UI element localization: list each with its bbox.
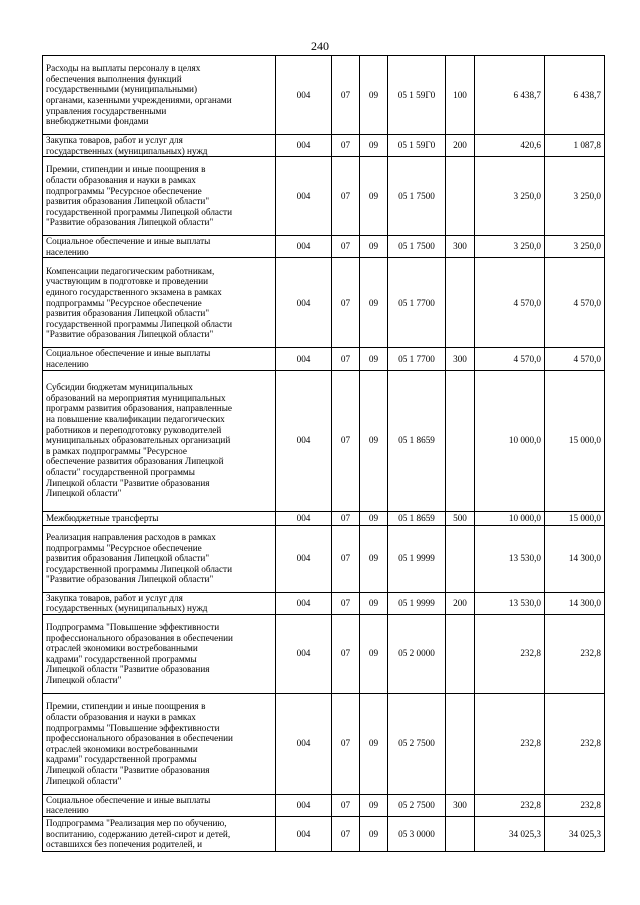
amount-year-2: 6 438,7 xyxy=(545,56,605,135)
table-row xyxy=(43,525,605,592)
target-article: 05 1 8659 xyxy=(388,370,446,511)
section-code: 07 xyxy=(332,258,360,348)
subsection-code: 09 xyxy=(360,794,388,816)
row-name: Закупка товаров, работ и услуг для государственных (муниципальных) нужд xyxy=(43,592,276,614)
table-row xyxy=(43,816,605,851)
subsection-code: 09 xyxy=(360,236,388,258)
expense-type: 100 xyxy=(446,56,475,135)
amount-year-1: 34 025,3 xyxy=(475,816,545,851)
section-code: 07 xyxy=(332,511,360,525)
ministry-code: 004 xyxy=(276,348,332,370)
amount-year-1: 10 000,0 xyxy=(475,511,545,525)
subsection-code: 09 xyxy=(360,816,388,851)
amount-year-1: 420,6 xyxy=(475,135,545,157)
ministry-code: 004 xyxy=(276,258,332,348)
subsection-code: 09 xyxy=(360,258,388,348)
target-article: 05 1 7500 xyxy=(388,236,446,258)
amount-year-2: 34 025,3 xyxy=(545,816,605,851)
expense-type xyxy=(446,258,475,348)
target-article: 05 1 59Г0 xyxy=(388,56,446,135)
table-row xyxy=(43,614,605,693)
target-article: 05 2 0000 xyxy=(388,614,446,693)
table-row xyxy=(43,348,605,370)
subsection-code: 09 xyxy=(360,157,388,236)
amount-year-2: 3 250,0 xyxy=(545,236,605,258)
row-name: Премии, стипендии и иные поощрения в области образования и науки в рамках подпрограммы "Повышение эффективности профессионального образования в обеспечении отраслей экономики востребованными кадрами" государственной программы Липецкой области "Развитие образования Липецкой области" xyxy=(43,693,276,794)
table-row xyxy=(43,56,605,135)
amount-year-2: 232,8 xyxy=(545,693,605,794)
table-row xyxy=(43,370,605,511)
amount-year-1: 4 570,0 xyxy=(475,258,545,348)
expense-type: 300 xyxy=(446,236,475,258)
section-code: 07 xyxy=(332,693,360,794)
ministry-code: 004 xyxy=(276,135,332,157)
row-name: Социальное обеспечение и иные выплаты населению xyxy=(43,236,276,258)
expense-type: 200 xyxy=(446,135,475,157)
section-code: 07 xyxy=(332,56,360,135)
table-row xyxy=(43,511,605,525)
ministry-code: 004 xyxy=(276,614,332,693)
expense-type xyxy=(446,157,475,236)
page-number: 240 xyxy=(311,39,329,53)
row-name: Субсидии бюджетам муниципальных образований на мероприятия муниципальных программ развития образования, направленные на повышение квалификации педагогических работников и переподготовку руководителей муниципальных образовательных организаций в рамках подпрограммы "Ресурсное обеспечение развития образования Липецкой области" государственной программы Липецкой области "Развитие образования Липецкой области" xyxy=(43,370,276,511)
subsection-code: 09 xyxy=(360,511,388,525)
subsection-code: 09 xyxy=(360,525,388,592)
row-name: Межбюджетные трансферты xyxy=(43,511,276,525)
expense-type: 200 xyxy=(446,592,475,614)
subsection-code: 09 xyxy=(360,370,388,511)
target-article: 05 1 8659 xyxy=(388,511,446,525)
target-article: 05 1 7700 xyxy=(388,258,446,348)
subsection-code: 09 xyxy=(360,135,388,157)
expense-type xyxy=(446,816,475,851)
row-name: Социальное обеспечение и иные выплаты населению xyxy=(43,794,276,816)
subsection-code: 09 xyxy=(360,592,388,614)
row-name: Социальное обеспечение и иные выплаты населению xyxy=(43,348,276,370)
amount-year-1: 13 530,0 xyxy=(475,525,545,592)
amount-year-2: 232,8 xyxy=(545,794,605,816)
target-article: 05 2 7500 xyxy=(388,794,446,816)
amount-year-1: 4 570,0 xyxy=(475,348,545,370)
ministry-code: 004 xyxy=(276,693,332,794)
target-article: 05 2 7500 xyxy=(388,693,446,794)
ministry-code: 004 xyxy=(276,511,332,525)
amount-year-1: 232,8 xyxy=(475,614,545,693)
amount-year-1: 6 438,7 xyxy=(475,56,545,135)
target-article: 05 1 59Г0 xyxy=(388,135,446,157)
target-article: 05 1 9999 xyxy=(388,592,446,614)
table-body xyxy=(43,56,605,852)
expense-type: 300 xyxy=(446,794,475,816)
section-code: 07 xyxy=(332,592,360,614)
expense-type xyxy=(446,614,475,693)
row-name: Подпрограмма "Реализация мер по обучению, воспитанию, содержанию детей-сирот и детей, оставшихся без попечения родителей, и xyxy=(43,816,276,851)
amount-year-1: 3 250,0 xyxy=(475,236,545,258)
row-name: Расходы на выплаты персоналу в целях обеспечения выполнения функций государственными (муниципальными) органами, казенными учреждениями, органами управления государственными внебюджетными фондами xyxy=(43,56,276,135)
section-code: 07 xyxy=(332,157,360,236)
ministry-code: 004 xyxy=(276,794,332,816)
ministry-code: 004 xyxy=(276,56,332,135)
ministry-code: 004 xyxy=(276,157,332,236)
expense-type: 300 xyxy=(446,348,475,370)
amount-year-2: 4 570,0 xyxy=(545,258,605,348)
amount-year-2: 15 000,0 xyxy=(545,511,605,525)
amount-year-2: 4 570,0 xyxy=(545,348,605,370)
ministry-code: 004 xyxy=(276,370,332,511)
row-name: Компенсации педагогическим работникам, участвующим в подготовке и проведении единого государственного экзамена в рамках подпрограммы "Ресурсное обеспечение развития образования Липецкой области" государственной программы Липецкой области "Развитие образования Липецкой области" xyxy=(43,258,276,348)
table-row xyxy=(43,236,605,258)
target-article: 05 1 7700 xyxy=(388,348,446,370)
target-article: 05 1 9999 xyxy=(388,525,446,592)
table-row xyxy=(43,592,605,614)
table-row xyxy=(43,135,605,157)
table-row xyxy=(43,157,605,236)
section-code: 07 xyxy=(332,135,360,157)
target-article: 05 1 7500 xyxy=(388,157,446,236)
amount-year-2: 14 300,0 xyxy=(545,525,605,592)
table-row xyxy=(43,693,605,794)
amount-year-1: 232,8 xyxy=(475,693,545,794)
expense-type xyxy=(446,693,475,794)
section-code: 07 xyxy=(332,348,360,370)
row-name: Подпрограмма "Повышение эффективности профессионального образования в обеспечении отраслей экономики востребованными кадрами" государственной программы Липецкой области "Развитие образования Липецкой области" xyxy=(43,614,276,693)
amount-year-1: 232,8 xyxy=(475,794,545,816)
row-name: Реализация направления расходов в рамках подпрограммы "Ресурсное обеспечение развития образования Липецкой области" государственной программы Липецкой области "Развитие образования Липецкой области" xyxy=(43,525,276,592)
amount-year-1: 3 250,0 xyxy=(475,157,545,236)
amount-year-1: 10 000,0 xyxy=(475,370,545,511)
subsection-code: 09 xyxy=(360,614,388,693)
expense-type xyxy=(446,525,475,592)
amount-year-2: 232,8 xyxy=(545,614,605,693)
table-row xyxy=(43,258,605,348)
amount-year-2: 15 000,0 xyxy=(545,370,605,511)
amount-year-2: 3 250,0 xyxy=(545,157,605,236)
target-article: 05 3 0000 xyxy=(388,816,446,851)
expense-type: 500 xyxy=(446,511,475,525)
section-code: 07 xyxy=(332,236,360,258)
row-name: Премии, стипендии и иные поощрения в области образования и науки в рамках подпрограммы "Ресурсное обеспечение развития образования Липецкой области" государственной программы Липецкой области "Развитие образования Липецкой области" xyxy=(43,157,276,236)
expense-type xyxy=(446,370,475,511)
section-code: 07 xyxy=(332,816,360,851)
ministry-code: 004 xyxy=(276,525,332,592)
table-row xyxy=(43,794,605,816)
subsection-code: 09 xyxy=(360,56,388,135)
section-code: 07 xyxy=(332,525,360,592)
amount-year-2: 1 087,8 xyxy=(545,135,605,157)
ministry-code: 004 xyxy=(276,236,332,258)
section-code: 07 xyxy=(332,370,360,511)
subsection-code: 09 xyxy=(360,693,388,794)
amount-year-1: 13 530,0 xyxy=(475,592,545,614)
row-name: Закупка товаров, работ и услуг для государственных (муниципальных) нужд xyxy=(43,135,276,157)
section-code: 07 xyxy=(332,614,360,693)
amount-year-2: 14 300,0 xyxy=(545,592,605,614)
ministry-code: 004 xyxy=(276,816,332,851)
ministry-code: 004 xyxy=(276,592,332,614)
subsection-code: 09 xyxy=(360,348,388,370)
budget-table xyxy=(42,55,605,852)
section-code: 07 xyxy=(332,794,360,816)
